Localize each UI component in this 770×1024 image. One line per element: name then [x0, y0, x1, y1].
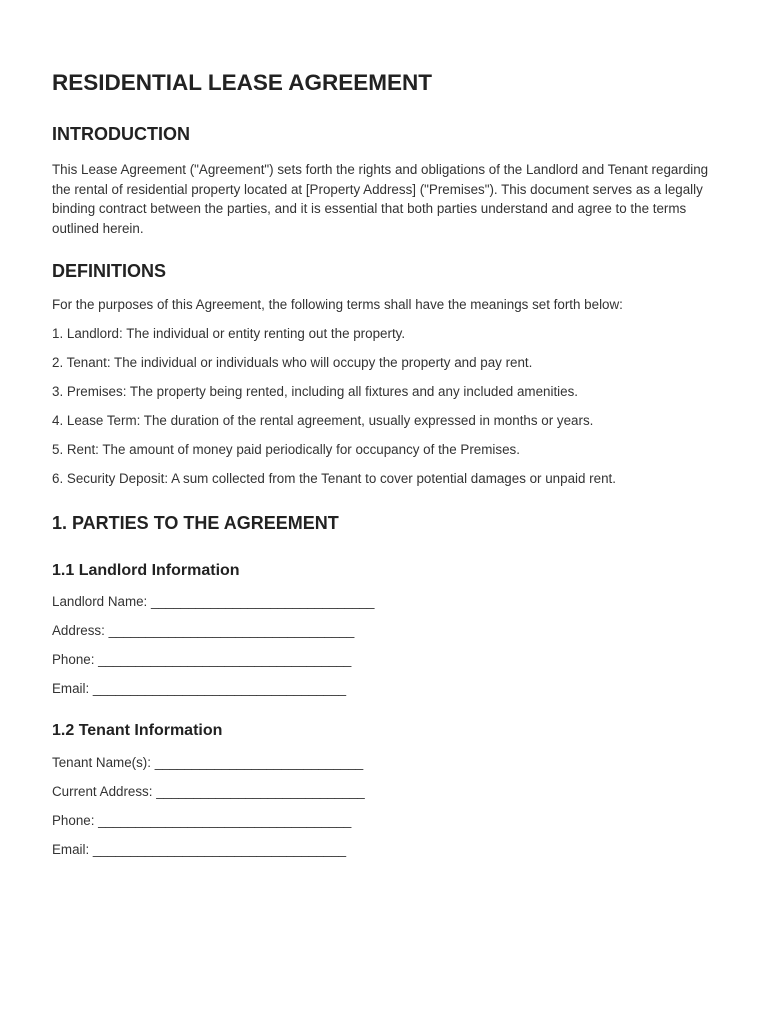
definition-item-security-deposit: 6. Security Deposit: A sum collected from the Tenant to cover potential damages or unpaid rent. — [52, 471, 616, 486]
landlord-email-field[interactable]: Email: __________________________________ — [52, 681, 347, 696]
definition-item-landlord: 1. Landlord: The individual or entity renting out the property. — [52, 326, 406, 341]
landlord-info-heading: 1.1 Landlord Information — [52, 562, 240, 579]
tenant-phone-field[interactable]: Phone: __________________________________ — [52, 813, 352, 828]
definition-item-tenant: 2. Tenant: The individual or individuals who will occupy the property and pay rent. — [52, 355, 533, 370]
tenant-name-field[interactable]: Tenant Name(s): ____________________________ — [52, 755, 364, 770]
definition-item-rent: 5. Rent: The amount of money paid periodically for occupancy of the Premises. — [52, 442, 520, 457]
definition-item-lease-term: 4. Lease Term: The duration of the rental agreement, usually expressed in months or years. — [52, 413, 594, 428]
definitions-intro: For the purposes of this Agreement, the following terms shall have the meanings set forth below: — [52, 297, 623, 312]
definitions-heading: DEFINITIONS — [52, 261, 167, 281]
landlord-address-field[interactable]: Address: _________________________________ — [52, 623, 355, 638]
definition-item-premises: 3. Premises: The property being rented, including all fixtures and any included amenities. — [52, 384, 579, 399]
parties-heading: 1. PARTIES TO THE AGREEMENT — [52, 513, 339, 533]
landlord-phone-field[interactable]: Phone: __________________________________ — [52, 652, 352, 667]
document-title: RESIDENTIAL LEASE AGREEMENT — [52, 70, 433, 95]
tenant-address-field[interactable]: Current Address: ____________________________ — [52, 784, 365, 799]
landlord-name-field[interactable]: Landlord Name: ______________________________ — [52, 594, 375, 609]
introduction-paragraph: This Lease Agreement ("Agreement") sets forth the rights and obligations of the Landlord and Tenant regarding the rental of residential property located at [Property Address] ("Premises"). This document serves as a legally binding contract between the parties, and it is essential that both parties understand and agree to the terms outlined herein. — [52, 162, 709, 236]
tenant-info-heading: 1.2 Tenant Information — [52, 722, 223, 739]
tenant-email-field[interactable]: Email: __________________________________ — [52, 842, 347, 857]
introduction-heading: INTRODUCTION — [52, 124, 190, 144]
